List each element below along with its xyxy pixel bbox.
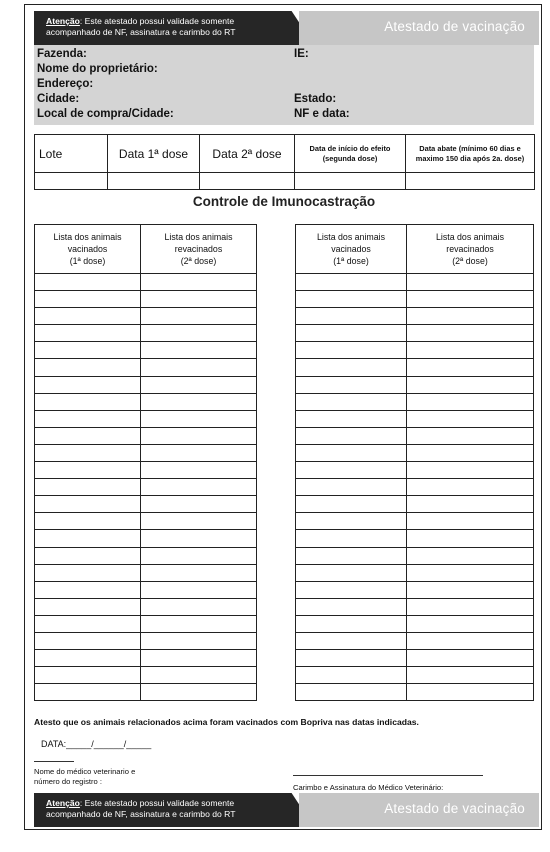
vacinado-cell[interactable] <box>35 308 141 325</box>
vacinado-cell[interactable] <box>35 462 141 479</box>
table-row <box>35 564 257 581</box>
vacinado-cell[interactable] <box>35 667 141 684</box>
table-row <box>35 479 257 496</box>
vacinado-cell[interactable] <box>296 410 407 427</box>
revacinado-cell[interactable] <box>141 444 257 461</box>
revacinado-cell[interactable] <box>407 393 534 410</box>
inicio-efeito-cell[interactable] <box>295 173 406 190</box>
stamp-signature-line <box>293 775 483 776</box>
vacinado-cell[interactable] <box>296 274 407 291</box>
revacinado-cell[interactable] <box>407 444 534 461</box>
revacinado-cell[interactable] <box>407 513 534 530</box>
revacinado-cell[interactable] <box>141 632 257 649</box>
table-row <box>296 274 534 291</box>
table-row <box>35 393 257 410</box>
table-row <box>35 598 257 615</box>
vacinado-cell[interactable] <box>35 598 141 615</box>
grid-header-vacinados: Lista dos animais vacinados (1ª dose) <box>296 225 407 274</box>
vacinado-cell[interactable] <box>35 479 141 496</box>
date-field[interactable]: DATA:_____/______/_____ <box>41 739 152 749</box>
revacinado-cell[interactable] <box>407 274 534 291</box>
table-row <box>296 564 534 581</box>
revacinado-cell[interactable] <box>141 496 257 513</box>
revacinado-cell[interactable] <box>407 359 534 376</box>
header-data-2-dose: Data 2ª dose <box>200 135 295 173</box>
vacinado-cell[interactable] <box>296 667 407 684</box>
revacinado-cell[interactable] <box>141 427 257 444</box>
revacinado-cell[interactable] <box>407 615 534 632</box>
vacinado-cell[interactable] <box>296 615 407 632</box>
grid-header-revacinados: Lista dos animais revacinados (2ª dose) <box>141 225 257 274</box>
vacinado-cell[interactable] <box>296 564 407 581</box>
vacinado-cell[interactable] <box>35 564 141 581</box>
table-row <box>35 462 257 479</box>
table-row <box>296 632 534 649</box>
vacinado-cell[interactable] <box>296 547 407 564</box>
table-row <box>296 359 534 376</box>
data-2-dose-cell[interactable] <box>200 173 295 190</box>
right-animal-grid <box>295 224 534 701</box>
vacinado-cell[interactable] <box>35 342 141 359</box>
revacinado-cell[interactable] <box>141 291 257 308</box>
vacinado-cell[interactable] <box>296 444 407 461</box>
table-row <box>35 342 257 359</box>
header-banner <box>34 11 539 45</box>
revacinado-cell[interactable] <box>407 684 534 701</box>
table-row <box>35 173 535 190</box>
vacinado-cell[interactable] <box>35 393 141 410</box>
vacinado-cell[interactable] <box>35 496 141 513</box>
section-title: Controle de Imunocastração <box>192 194 376 209</box>
left-animal-grid <box>34 224 257 701</box>
table-row <box>35 547 257 564</box>
vacinado-cell[interactable] <box>35 427 141 444</box>
revacinado-cell[interactable] <box>407 291 534 308</box>
table-row <box>296 530 534 547</box>
revacinado-cell[interactable] <box>407 410 534 427</box>
table-row <box>296 615 534 632</box>
vacinado-cell[interactable] <box>296 462 407 479</box>
revacinado-cell[interactable] <box>407 547 534 564</box>
revacinado-cell[interactable] <box>407 308 534 325</box>
revacinado-cell[interactable] <box>141 325 257 342</box>
vacinado-cell[interactable] <box>296 376 407 393</box>
data-1-dose-cell[interactable] <box>108 173 200 190</box>
vacinado-cell[interactable] <box>296 513 407 530</box>
stamp-signature-label: Carimbo e Assinatura do Médico Veterinário: <box>293 783 444 792</box>
revacinado-cell[interactable] <box>141 650 257 667</box>
revacinado-cell[interactable] <box>407 325 534 342</box>
warning-text: Atenção: Este atestado possui validade somente acompanhado de NF, assinatura e carimbo do RT <box>46 798 236 819</box>
table-row <box>35 325 257 342</box>
data-abate-cell[interactable] <box>406 173 535 190</box>
warning-text: Atenção: Este atestado possui validade somente acompanhado de NF, assinatura e carimbo do RT <box>46 16 236 37</box>
revacinado-cell[interactable] <box>141 513 257 530</box>
vacinado-cell[interactable] <box>296 291 407 308</box>
table-row <box>35 650 257 667</box>
table-row <box>296 598 534 615</box>
vacinado-cell[interactable] <box>296 325 407 342</box>
vacinado-cell[interactable] <box>35 325 141 342</box>
table-row <box>296 376 534 393</box>
revacinado-cell[interactable] <box>141 308 257 325</box>
field-ie: IE: <box>294 48 309 60</box>
revacinado-cell[interactable] <box>407 564 534 581</box>
revacinado-cell[interactable] <box>141 615 257 632</box>
table-row <box>296 667 534 684</box>
header-lote: Lote <box>35 135 108 173</box>
table-row <box>296 393 534 410</box>
vacinado-cell[interactable] <box>296 598 407 615</box>
certificate-page <box>24 4 542 830</box>
lote-cell[interactable] <box>35 173 108 190</box>
revacinado-cell[interactable] <box>407 581 534 598</box>
vacinado-cell[interactable] <box>35 530 141 547</box>
revacinado-cell[interactable] <box>407 376 534 393</box>
vacinado-cell[interactable] <box>296 359 407 376</box>
revacinado-cell[interactable] <box>407 598 534 615</box>
vacinado-cell[interactable] <box>296 581 407 598</box>
field-estado: Estado: <box>294 93 337 105</box>
table-row <box>296 650 534 667</box>
revacinado-cell[interactable] <box>141 393 257 410</box>
revacinado-cell[interactable] <box>407 462 534 479</box>
table-row <box>35 444 257 461</box>
revacinado-cell[interactable] <box>141 598 257 615</box>
revacinado-cell[interactable] <box>141 667 257 684</box>
table-row <box>296 325 534 342</box>
vacinado-cell[interactable] <box>35 376 141 393</box>
vacinado-cell[interactable] <box>296 342 407 359</box>
field-local-compra: Local de compra/Cidade: <box>37 108 174 120</box>
vet-name-label: Nome do médico veterinario e número do registro : <box>34 767 136 786</box>
farm-info-block <box>34 45 534 125</box>
table-row <box>296 291 534 308</box>
vacinado-cell[interactable] <box>35 513 141 530</box>
revacinado-cell[interactable] <box>407 632 534 649</box>
header-data-1-dose: Data 1ª dose <box>108 135 200 173</box>
revacinado-cell[interactable] <box>407 479 534 496</box>
revacinado-cell[interactable] <box>407 427 534 444</box>
table-row <box>35 427 257 444</box>
revacinado-cell[interactable] <box>141 342 257 359</box>
revacinado-cell[interactable] <box>141 376 257 393</box>
vacinado-cell[interactable] <box>296 530 407 547</box>
field-endereco: Endereço: <box>37 78 94 90</box>
revacinado-cell[interactable] <box>407 342 534 359</box>
grid-header-revacinados: Lista dos animais revacinados (2ª dose) <box>407 225 534 274</box>
revacinado-cell[interactable] <box>407 496 534 513</box>
revacinado-cell[interactable] <box>141 530 257 547</box>
table-row <box>35 308 257 325</box>
table-row <box>35 615 257 632</box>
vacinado-cell[interactable] <box>35 581 141 598</box>
table-row <box>35 530 257 547</box>
field-nf-data: NF e data: <box>294 108 350 120</box>
vacinado-cell[interactable] <box>35 444 141 461</box>
vacinado-cell[interactable] <box>35 547 141 564</box>
revacinado-cell[interactable] <box>141 564 257 581</box>
field-fazenda: Fazenda: <box>37 48 87 60</box>
vacinado-cell[interactable] <box>35 359 141 376</box>
table-row <box>35 410 257 427</box>
revacinado-cell[interactable] <box>141 479 257 496</box>
grid-header-vacinados: Lista dos animais vacinados (1ª dose) <box>35 225 141 274</box>
table-row <box>296 308 534 325</box>
vacinado-cell[interactable] <box>35 684 141 701</box>
table-row <box>296 496 534 513</box>
vacinado-cell[interactable] <box>296 479 407 496</box>
vacinado-cell[interactable] <box>296 684 407 701</box>
vacinado-cell[interactable] <box>296 650 407 667</box>
header-inicio-efeito: Data de início do efeito (segunda dose) <box>295 135 406 173</box>
vacinado-cell[interactable] <box>35 291 141 308</box>
revacinado-cell[interactable] <box>141 274 257 291</box>
vacinado-cell[interactable] <box>35 650 141 667</box>
lote-table <box>34 134 535 190</box>
vacinado-cell[interactable] <box>296 496 407 513</box>
table-row <box>35 274 257 291</box>
table-row <box>35 632 257 649</box>
revacinado-cell[interactable] <box>141 462 257 479</box>
field-cidade: Cidade: <box>37 93 80 105</box>
table-row <box>296 427 534 444</box>
revacinado-cell[interactable] <box>141 410 257 427</box>
table-row <box>296 513 534 530</box>
field-proprietario: Nome do proprietário: <box>37 63 158 75</box>
revacinado-cell[interactable] <box>407 530 534 547</box>
table-row <box>35 513 257 530</box>
vacinado-cell[interactable] <box>35 632 141 649</box>
vacinado-cell[interactable] <box>296 393 407 410</box>
table-row <box>35 291 257 308</box>
table-row <box>296 547 534 564</box>
table-row <box>35 496 257 513</box>
table-row <box>296 444 534 461</box>
header-data-abate: Data abate (mínimo 60 dias e maximo 150 dia após 2a. dose) <box>406 135 535 173</box>
table-row <box>35 376 257 393</box>
vacinado-cell[interactable] <box>35 410 141 427</box>
vacinado-cell[interactable] <box>35 274 141 291</box>
table-row <box>296 479 534 496</box>
table-row <box>296 462 534 479</box>
table-row <box>296 581 534 598</box>
table-row <box>35 684 257 701</box>
footer-banner <box>34 793 539 827</box>
table-row <box>35 581 257 598</box>
table-row <box>35 667 257 684</box>
document-title: Atestado de vacinação <box>384 801 525 816</box>
vacinado-cell[interactable] <box>35 615 141 632</box>
revacinado-cell[interactable] <box>141 581 257 598</box>
table-row <box>296 342 534 359</box>
vacinado-cell[interactable] <box>296 632 407 649</box>
revacinado-cell[interactable] <box>407 650 534 667</box>
vacinado-cell[interactable] <box>296 427 407 444</box>
document-title: Atestado de vacinação <box>384 19 525 34</box>
revacinado-cell[interactable] <box>407 667 534 684</box>
signature-line <box>34 761 74 762</box>
table-row <box>35 359 257 376</box>
revacinado-cell[interactable] <box>141 547 257 564</box>
revacinado-cell[interactable] <box>141 359 257 376</box>
table-row <box>296 410 534 427</box>
attestation-text: Atesto que os animais relacionados acima foram vacinados com Bopriva nas datas indicadas. <box>34 717 419 727</box>
table-row <box>296 684 534 701</box>
vacinado-cell[interactable] <box>296 308 407 325</box>
revacinado-cell[interactable] <box>141 684 257 701</box>
